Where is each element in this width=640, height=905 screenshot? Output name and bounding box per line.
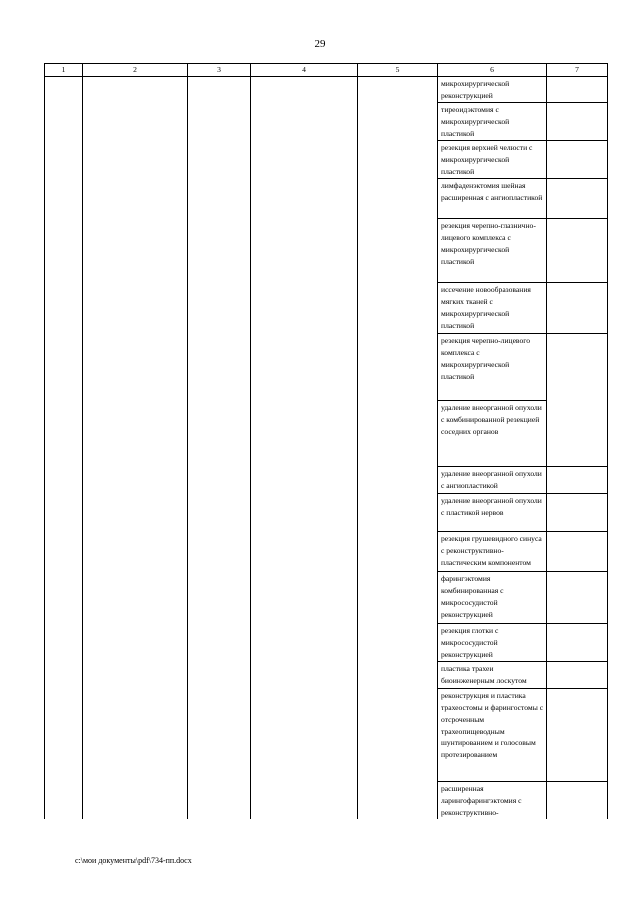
column-7-cell bbox=[547, 466, 608, 493]
column-header-2: 2 bbox=[83, 64, 188, 77]
procedures-table bbox=[44, 63, 608, 819]
column-7-cell bbox=[547, 102, 608, 140]
table-row bbox=[45, 77, 608, 103]
column-5-cell bbox=[358, 77, 438, 820]
procedure-cell: удаление внеорганной опухоли с комбинированной резекцией соседних органов bbox=[438, 400, 547, 466]
column-header-7: 7 bbox=[547, 64, 608, 77]
procedure-cell: расширенная ларингофарингэктомия с реконструктивно- bbox=[438, 781, 547, 819]
procedure-cell: микрохирургической реконструкцией bbox=[438, 77, 547, 103]
column-7-cell bbox=[547, 531, 608, 571]
procedure-cell: удаление внеорганной опухоли с ангиопластикой bbox=[438, 466, 547, 493]
page-number: 29 bbox=[314, 38, 326, 50]
column-7-cell bbox=[547, 333, 608, 466]
procedure-cell: реконструкция и пластика трахеостомы и фарингостомы с отсроченным трахеопищеводным шунтированием и голосовым протезированием bbox=[438, 688, 547, 781]
column-7-cell bbox=[547, 571, 608, 623]
procedures-table-container bbox=[44, 63, 607, 819]
column-7-cell bbox=[547, 140, 608, 178]
table-header-row bbox=[45, 64, 608, 77]
column-7-cell bbox=[547, 178, 608, 218]
procedure-cell: тиреоидэктомия с микрохирургической пластикой bbox=[438, 102, 547, 140]
column-7-cell bbox=[547, 781, 608, 819]
procedure-cell: лимфаденэктомия шейная расширенная с ангиопластикой bbox=[438, 178, 547, 218]
column-7-cell bbox=[547, 688, 608, 781]
column-7-cell bbox=[547, 661, 608, 688]
column-3-cell bbox=[188, 77, 251, 820]
column-7-cell bbox=[547, 77, 608, 103]
column-2-cell bbox=[83, 77, 188, 820]
column-header-6: 6 bbox=[438, 64, 547, 77]
procedure-cell: резекция глотки с микрососудистой реконструкцией bbox=[438, 623, 547, 661]
column-header-5: 5 bbox=[358, 64, 438, 77]
column-7-cell bbox=[547, 282, 608, 333]
procedure-cell: резекция черепно-глазнично-лицевого комплекса с микрохирургической пластикой bbox=[438, 218, 547, 282]
column-1-cell bbox=[45, 77, 83, 820]
procedure-cell: резекция верхней челюсти с микрохирургической пластикой bbox=[438, 140, 547, 178]
procedure-cell: иссечение новообразования мягких тканей с микрохирургической пластикой bbox=[438, 282, 547, 333]
procedure-cell: фарингэктомия комбинированная с микрососудистой реконструкцией bbox=[438, 571, 547, 623]
column-7-cell bbox=[547, 493, 608, 531]
procedure-cell: удаление внеорганной опухоли с пластикой нервов bbox=[438, 493, 547, 531]
document-path-footer: c:\мои документы\pdf\734-пп.docx bbox=[75, 856, 192, 865]
procedure-cell: пластика трахеи биоинженерным лоскутом bbox=[438, 661, 547, 688]
column-header-1: 1 bbox=[45, 64, 83, 77]
procedure-cell: резекция грушевидного синуса с реконструктивно-пластическим компонентом bbox=[438, 531, 547, 571]
procedure-cell: резекция черепно-лицевого комплекса с микрохирургической пластикой bbox=[438, 333, 547, 400]
column-7-cell bbox=[547, 623, 608, 661]
column-7-cell bbox=[547, 218, 608, 282]
column-4-cell bbox=[251, 77, 358, 820]
column-header-3: 3 bbox=[188, 64, 251, 77]
column-header-4: 4 bbox=[251, 64, 358, 77]
